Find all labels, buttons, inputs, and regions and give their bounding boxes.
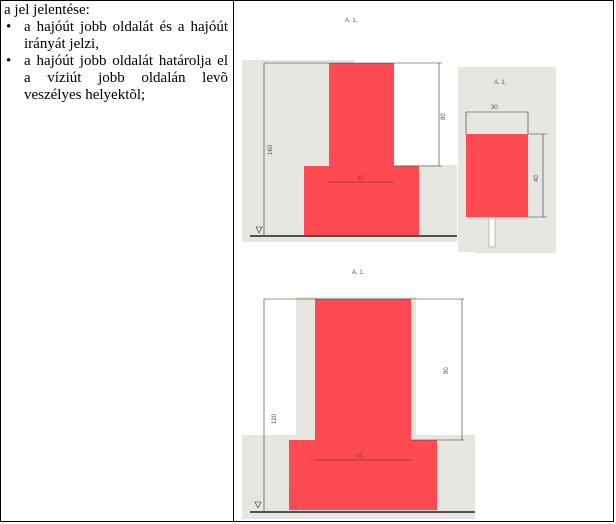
sign-drawing — [458, 67, 556, 253]
column-divider — [233, 0, 234, 522]
description-item: • a hajóút jobb oldalát és a hajóút irányát jelzi, — [4, 19, 228, 53]
sign-upper-part — [329, 63, 394, 166]
description-cell — [4, 2, 228, 104]
sign-rectangle — [466, 134, 528, 217]
dim-upper-height: 80 — [444, 367, 450, 374]
sign-drawing — [242, 5, 457, 242]
figure-code: A. 1. — [345, 18, 358, 24]
sign-figure-small — [458, 67, 556, 253]
dim-upper-height: 80 — [441, 113, 447, 120]
sign-drawing — [242, 252, 475, 519]
figure-cell — [238, 3, 612, 521]
dim-upper-width: 35 — [357, 176, 364, 182]
sign-figure-top-left — [242, 5, 457, 242]
dim-upper-width: 55 — [356, 454, 363, 460]
figure-code: A. 1. — [352, 270, 365, 276]
description-heading: a jel jelentése: — [4, 2, 90, 18]
dim-height: 40 — [534, 175, 540, 182]
figure-code: A. 1. — [494, 80, 507, 86]
sign-upper-part — [315, 299, 411, 440]
description-item: • a hajóút jobb oldalát határolja el a víziút jobb oldalán levõ veszélyes helyektõl; — [4, 53, 228, 104]
dim-total-height: 120 — [272, 413, 278, 424]
dim-width: 30 — [491, 105, 498, 111]
sign-figure-bottom — [242, 252, 475, 519]
description-list — [4, 19, 228, 104]
dim-total-height: 160 — [268, 144, 274, 155]
sign-base-part — [289, 440, 437, 510]
